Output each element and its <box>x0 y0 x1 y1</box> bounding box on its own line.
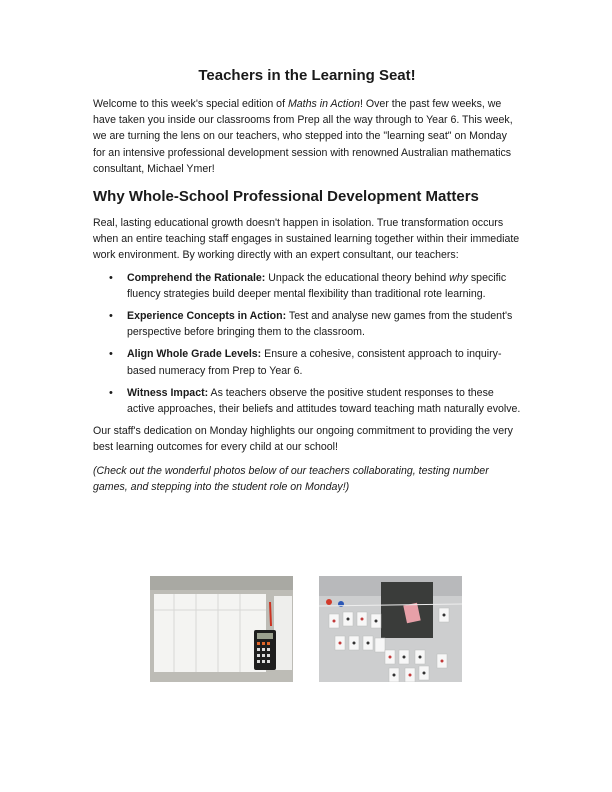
intro-text-start: Welcome to this week's special edition of <box>93 98 288 110</box>
photo-calculator-worksheets <box>150 576 293 682</box>
list-item-label: Experience Concepts in Action: <box>127 310 287 323</box>
photo-card-games <box>319 576 462 682</box>
intro-paragraph <box>93 96 521 177</box>
page-title: Teachers in the Learning Seat! <box>198 67 416 84</box>
list-item-emphasis: why <box>449 271 468 284</box>
newsletter-article <box>93 66 521 495</box>
list-item-label: Comprehend the Rationale: <box>127 271 266 284</box>
section-paragraph: Real, lasting educational growth doesn't happen in isolation. True transformation occurs when an entire teaching staff engages in sustained learning together within their immediate work environment. By working directly with an expert consultant, our teachers: <box>93 217 520 262</box>
section-heading: Why Whole-School Professional Development Matters <box>93 188 479 206</box>
list-item-text-end: specific fluency strategies build deeper mental flexibility than traditional rote learning. <box>127 271 507 300</box>
list-item-text: Test and analyse new games from the student's perspective before bringing them to the classroom. <box>127 310 513 339</box>
list-item-label: Align Whole Grade Levels: <box>127 348 262 361</box>
list-item <box>127 346 521 378</box>
benefits-list <box>93 270 521 418</box>
list-item <box>127 270 521 302</box>
list-item-text: Unpack the educational theory behind <box>265 271 450 284</box>
photo-note: (Check out the wonderful photos below of our teachers collaborating, testing number games, and stepping into the student role on Monday!) <box>93 464 489 493</box>
list-item <box>127 385 521 417</box>
list-item-text: Ensure a cohesive, consistent approach to inquiry-based numeracy from Prep to Year 6. <box>127 348 502 377</box>
publication-name: Maths in Action <box>287 98 360 110</box>
list-item-text: As teachers observe the positive student responses to these active approaches, their beliefs and attitudes toward teaching math naturally evolve. <box>127 386 521 416</box>
list-item-label: Witness Impact: <box>127 386 209 399</box>
closing-paragraph: Our staff's dedication on Monday highlights our ongoing commitment to providing the very best learning outcomes for every child at our school! <box>93 425 513 454</box>
photo-calculator-image <box>150 576 293 682</box>
photo-cards-image <box>319 576 462 682</box>
intro-text-end: ! Over the past few weeks, we have taken you inside our classrooms from Prep all the way through to Year 6. This week, we are turning the lens on our teachers, who stepped into the "learning seat" on Monday for an intensive professional development session with renowned Australian mathematics consultant, Michael Ymer! <box>93 98 513 175</box>
list-item <box>127 308 521 340</box>
